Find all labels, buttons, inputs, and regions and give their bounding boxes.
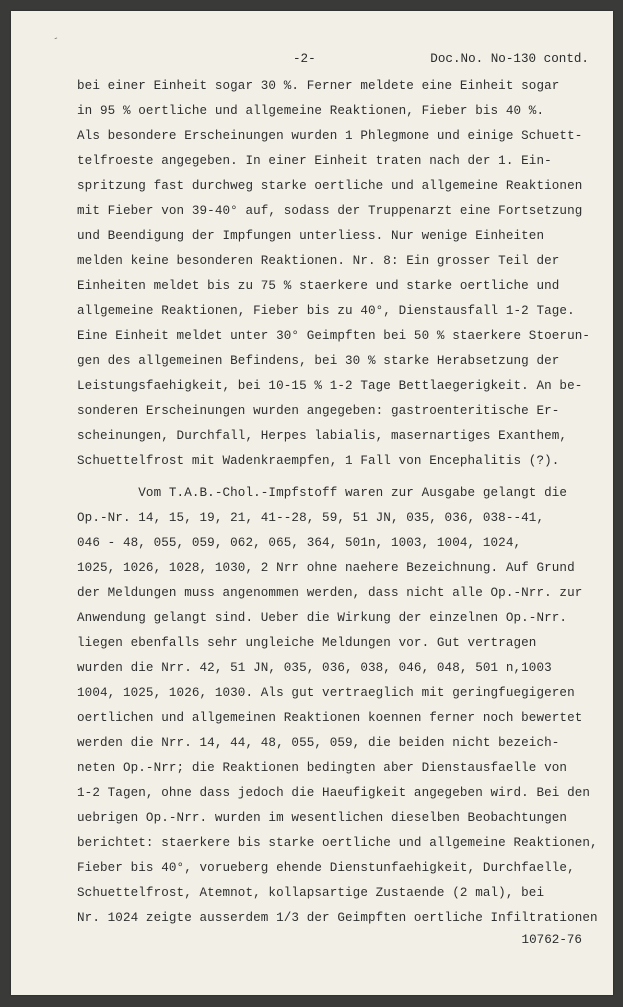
text-line: Schuettelfrost mit Wadenkraempfen, 1 Fall von Encephalitis (?). — [77, 454, 560, 468]
page-number: -2- — [293, 52, 316, 66]
text-line: oertlichen und allgemeinen Reaktionen koennen ferner noch bewertet — [77, 711, 583, 725]
text-line: uebrigen Op.-Nrr. wurden im wesentlichen dieselben Beobachtungen — [77, 811, 568, 825]
corner-pencil-mark: - — [51, 32, 61, 45]
text-line: Fieber bis 40°, vorueberg ehende Dienstunfaehigkeit, Durchfaelle, — [77, 861, 575, 875]
text-line: spritzung fast durchweg starke oertliche und allgemeine Reaktionen — [77, 179, 583, 193]
text-line: gen des allgemeinen Befindens, bei 30 % starke Herabsetzung der — [77, 354, 560, 368]
text-line: Als besondere Erscheinungen wurden 1 Phlegmone und einige Schuett- — [77, 129, 583, 143]
text-line: allgemeine Reaktionen, Fieber bis zu 40°, Dienstausfall 1-2 Tage. — [77, 304, 575, 318]
text-line: bei einer Einheit sogar 30 %. Ferner meldete eine Einheit sogar — [77, 79, 560, 93]
text-line: wurden die Nrr. 42, 51 JN, 035, 036, 038, 046, 048, 501 n,1003 — [77, 661, 552, 675]
text-line: neten Op.-Nrr; die Reaktionen bedingten aber Dienstausfaelle von — [77, 761, 568, 775]
text-line: der Meldungen muss angenommen werden, dass nicht alle Op.-Nrr. zur — [77, 586, 583, 600]
text-line: scheinungen, Durchfall, Herpes labialis, masernartiges Exanthem, — [77, 429, 568, 443]
text-line: mit Fieber von 39-40° auf, sodass der Truppenarzt eine Fortsetzung — [77, 204, 583, 218]
text-line: telfroeste angegeben. In einer Einheit traten nach der 1. Ein- — [77, 154, 552, 168]
document-number: Doc.No. No-130 contd. — [430, 52, 589, 66]
text-line: werden die Nrr. 14, 44, 48, 055, 059, die beiden nicht bezeich- — [77, 736, 560, 750]
text-line: Anwendung gelangt sind. Ueber die Wirkung der einzelnen Op.-Nrr. — [77, 611, 568, 625]
text-line: Schuettelfrost, Atemnot, kollapsartige Zustaende (2 mal), bei — [77, 886, 545, 900]
text-line: und Beendigung der Impfungen unterliess. Nur wenige Einheiten — [77, 229, 545, 243]
text-line: sonderen Erscheinungen wurden angegeben: gastroenteritische Er- — [77, 404, 560, 418]
document-page — [11, 11, 613, 995]
text-line: liegen ebenfalls sehr ungleiche Meldungen vor. Gut vertragen — [77, 636, 537, 650]
text-line: in 95 % oertliche und allgemeine Reaktionen, Fieber bis 40 %. — [77, 104, 545, 118]
text-line: melden keine besonderen Reaktionen. Nr. 8: Ein grosser Teil der — [77, 254, 560, 268]
text-line: Op.-Nr. 14, 15, 19, 21, 41--28, 59, 51 JN, 035, 036, 038--41, — [77, 511, 545, 525]
text-line: 1004, 1025, 1026, 1030. Als gut vertraeglich mit geringfuegigeren — [77, 686, 575, 700]
text-line: Eine Einheit meldet unter 30° Geimpften bei 50 % staerkere Stoerun- — [77, 329, 591, 343]
text-line: berichtet: staerkere bis starke oertliche und allgemeine Reaktionen, — [77, 836, 598, 850]
text-line: 1025, 1026, 1028, 1030, 2 Nrr ohne naehere Bezeichnung. Auf Grund — [77, 561, 575, 575]
text-line: 046 - 48, 055, 059, 062, 065, 364, 501n, 1003, 1004, 1024, — [77, 536, 522, 550]
text-line: Einheiten meldet bis zu 75 % staerkere und starke oertliche und — [77, 279, 560, 293]
text-line: 1-2 Tagen, ohne dass jedoch die Haeufigkeit angegeben wird. Bei den — [77, 786, 591, 800]
document-reference-number: 10762-76 — [521, 933, 582, 947]
text-line: Vom T.A.B.-Chol.-Impfstoff waren zur Ausgabe gelangt die — [77, 486, 568, 500]
text-line: Leistungsfaehigkeit, bei 10-15 % 1-2 Tage Bettlaegerigkeit. An be- — [77, 379, 583, 393]
text-line: Nr. 1024 zeigte ausserdem 1/3 der Geimpften oertliche Infiltrationen — [77, 911, 598, 925]
